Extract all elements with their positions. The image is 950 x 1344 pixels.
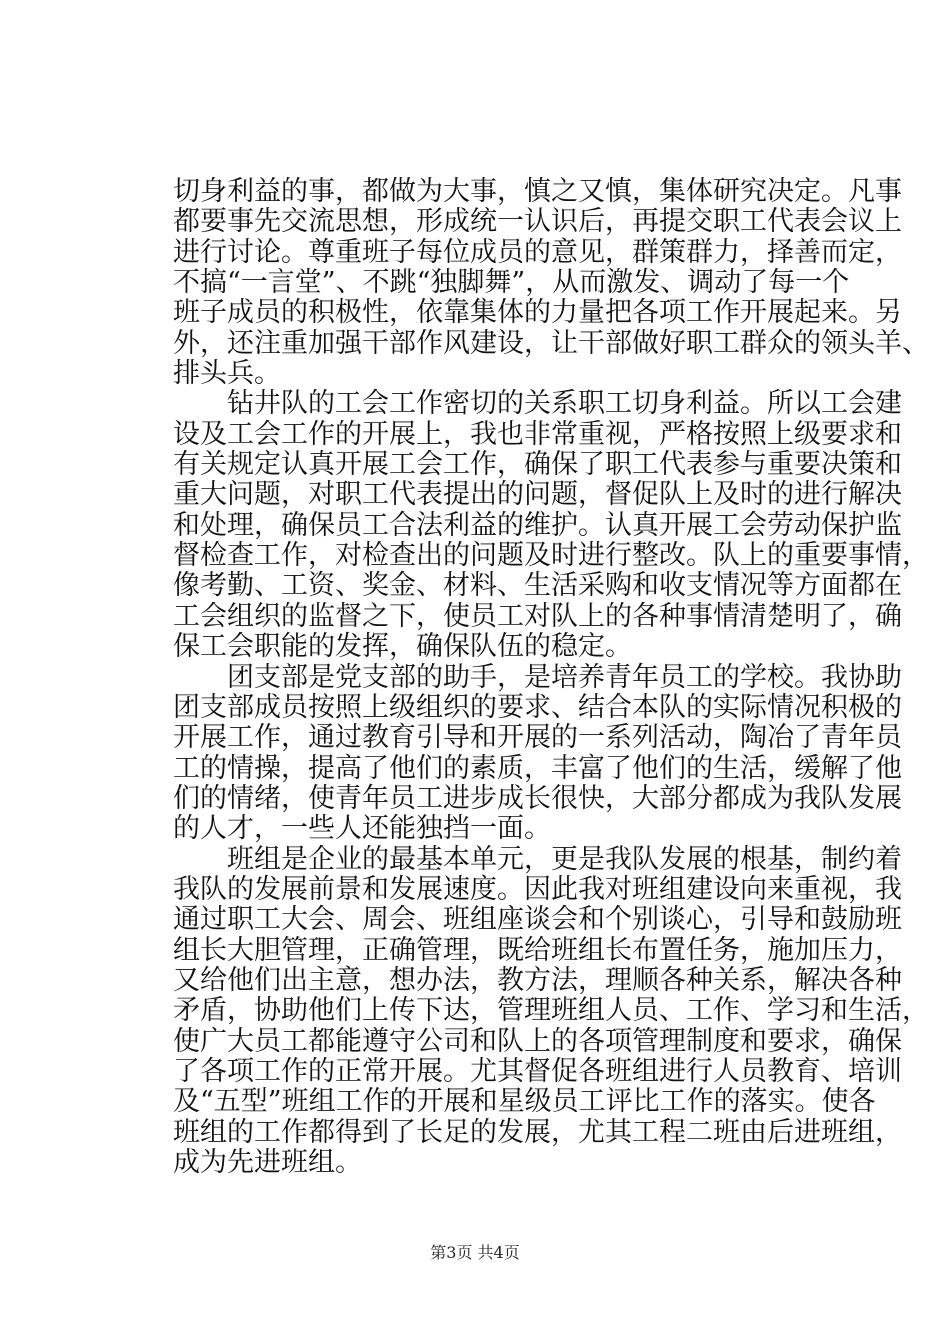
- text-line: 团支部是党支部的助手，是培养青年员工的学校。我协助: [173, 662, 902, 693]
- text-line: 有关规定认真开展工会工作，确保了职工代表参与重要决策和: [173, 449, 902, 480]
- text-line: 排头兵。: [173, 358, 281, 389]
- text-line: 设及工会工作的开展上，我也非常重视，严格按照上级要求和: [173, 419, 902, 450]
- text-line: 和处理，确保员工合法利益的维护。认真开展工会劳动保护监: [173, 510, 902, 541]
- text-line: 开展工作，通过教育引导和开展的一系列活动，陶冶了青年员: [173, 722, 902, 753]
- text-line: 督检查工作，对检查出的问题及时进行整改。队上的重要事情，: [173, 540, 929, 571]
- text-line: 像考勤、工资、奖金、材料、生活采购和收支情况等方面都在: [173, 570, 902, 601]
- text-line: 团支部成员按照上级组织的要求、结合本队的实际情况积极的: [173, 692, 902, 723]
- text-line: 都要事先交流思想，形成统一认识后，再提交职工代表会议上: [173, 206, 902, 237]
- text-line: 们的情绪，使青年员工进步成长很快，大部分都成为我队发展: [173, 783, 902, 814]
- text-line: 钻井队的工会工作密切的关系职工切身利益。所以工会建: [173, 388, 902, 419]
- text-line: 成为先进班组。: [173, 1147, 362, 1178]
- text-line: 切身利益的事，都做为大事，慎之又慎，集体研究决定。凡事: [173, 176, 902, 207]
- text-line: 使广大员工都能遵守公司和队上的各项管理制度和要求，确保: [173, 1026, 902, 1057]
- text-line: 外，还注重加强干部作风建设，让干部做好职工群众的领头羊、: [173, 328, 929, 359]
- text-line: 了各项工作的正常开展。尤其督促各班组进行人员教育、培训: [173, 1056, 902, 1087]
- text-line: 工的情操，提高了他们的素质，丰富了他们的生活，缓解了他: [173, 753, 902, 784]
- text-line: 通过职工大会、周会、班组座谈会和个别谈心，引导和鼓励班: [173, 904, 902, 935]
- text-line: 班组是企业的最基本单元，更是我队发展的根基，制约着: [173, 844, 902, 875]
- text-line: 及“五型”班组工作的开展和星级员工评比工作的落实。使各: [173, 1086, 876, 1117]
- text-line: 不搞“一言堂”、不跳“独脚舞”，从而激发、调动了每一个: [173, 267, 850, 298]
- text-line: 保工会职能的发挥，确保队伍的稳定。: [173, 631, 632, 662]
- text-line: 矛盾，协助他们上传下达，管理班组人员、工作、学习和生活，: [173, 995, 929, 1026]
- text-line: 又给他们出主意，想办法，教方法，理顺各种关系，解决各种: [173, 965, 902, 996]
- page-number-footer: 第3页 共4页: [430, 1243, 520, 1262]
- text-line: 我队的发展前景和发展速度。因此我对班组建设向来重视，我: [173, 874, 902, 905]
- text-line: 组长大胆管理，正确管理，既给班组长布置任务，施加压力，: [173, 935, 902, 966]
- text-line: 班子成员的积极性，依靠集体的力量把各项工作开展起来。另: [173, 297, 902, 328]
- text-line: 班组的工作都得到了长足的发展，尤其工程二班由后进班组，: [173, 1117, 902, 1148]
- text-line: 进行讨论。尊重班子每位成员的意见，群策群力，择善而定，: [173, 237, 902, 268]
- text-line: 工会组织的监督之下，使员工对队上的各种事情清楚明了，确: [173, 601, 902, 632]
- text-line: 的人才，一些人还能独挡一面。: [173, 813, 551, 844]
- text-line: 重大问题，对职工代表提出的问题，督促队上及时的进行解决: [173, 479, 902, 510]
